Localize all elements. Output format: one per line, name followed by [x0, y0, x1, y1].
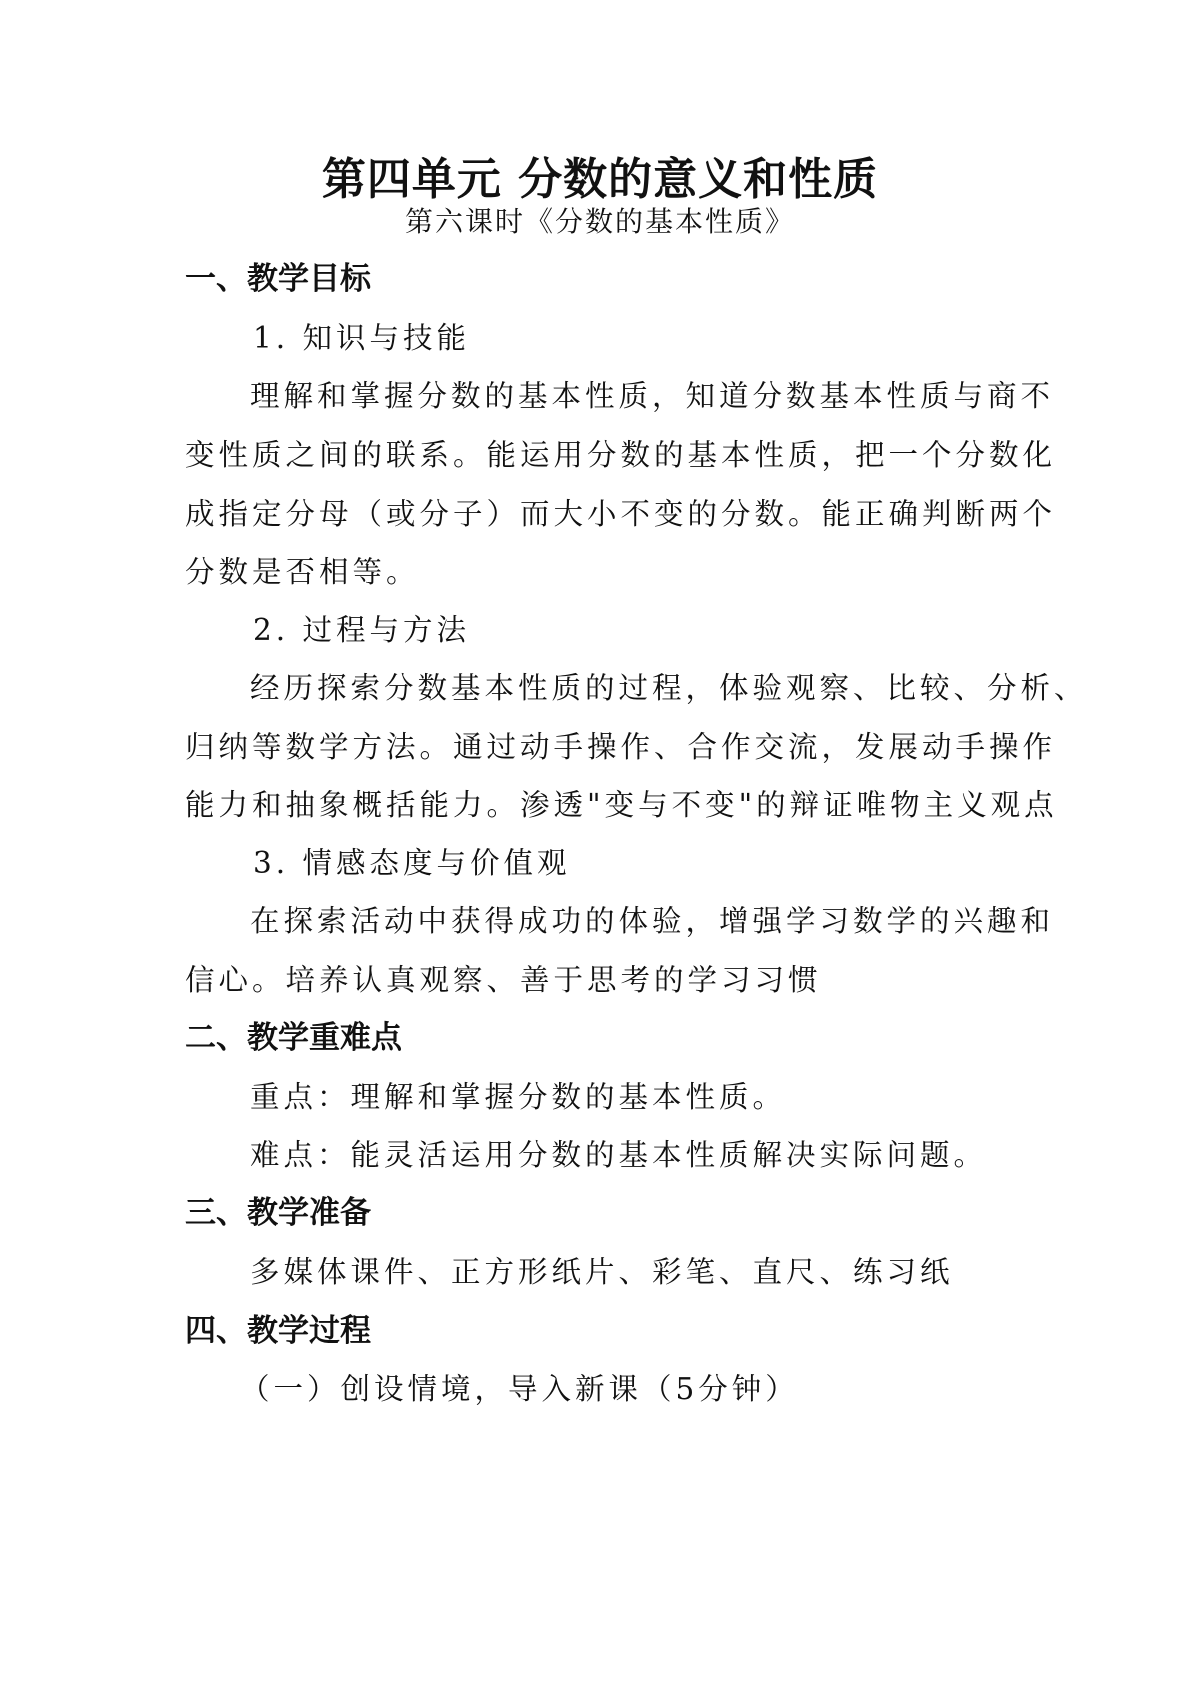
paragraph-line: 在探索活动中获得成功的体验，增强学习数学的兴趣和 — [250, 904, 1055, 938]
section-heading-process: 四、教学过程 — [185, 1313, 371, 1349]
paragraph-line: 成指定分母（或分子）而大小不变的分数。能正确判断两个 — [185, 497, 1057, 531]
objective-label-attitude: 3. 情感态度与价值观 — [253, 846, 571, 880]
section-heading-preparation: 三、教学准备 — [185, 1195, 371, 1231]
objective-label-process: 2. 过程与方法 — [253, 613, 471, 647]
process-step-1: （一）创设情境，导入新课（5分钟） — [240, 1372, 799, 1406]
paragraph-line: 信心。培养认真观察、善于思考的学习习惯 — [185, 963, 822, 997]
paragraph-line: 能力和抽象概括能力。渗透"变与不变"的辩证唯物主义观点 — [185, 788, 1058, 822]
paragraph-line: 变性质之间的联系。能运用分数的基本性质，把一个分数化 — [185, 438, 1057, 472]
document-title: 第四单元 分数的意义和性质 — [321, 154, 879, 205]
materials-list: 多媒体课件、正方形纸片、彩笔、直尺、练习纸 — [250, 1255, 954, 1289]
key-point: 重点：理解和掌握分数的基本性质。 — [250, 1080, 787, 1114]
objective-label-knowledge: 1. 知识与技能 — [253, 321, 471, 355]
paragraph-line: 归纳等数学方法。通过动手操作、合作交流，发展动手操作 — [185, 730, 1057, 764]
paragraph-line: 分数是否相等。 — [185, 555, 420, 589]
lesson-subtitle: 第六课时《分数的基本性质》 — [404, 205, 795, 238]
paragraph-line: 理解和掌握分数的基本性质，知道分数基本性质与商不 — [250, 379, 1055, 413]
section-heading-objectives: 一、教学目标 — [185, 261, 371, 297]
paragraph-line: 经历探索分数基本性质的过程，体验观察、比较、分析、 — [250, 671, 1088, 705]
difficult-point: 难点：能灵活运用分数的基本性质解决实际问题。 — [250, 1138, 988, 1172]
section-heading-key-points: 二、教学重难点 — [185, 1020, 402, 1056]
